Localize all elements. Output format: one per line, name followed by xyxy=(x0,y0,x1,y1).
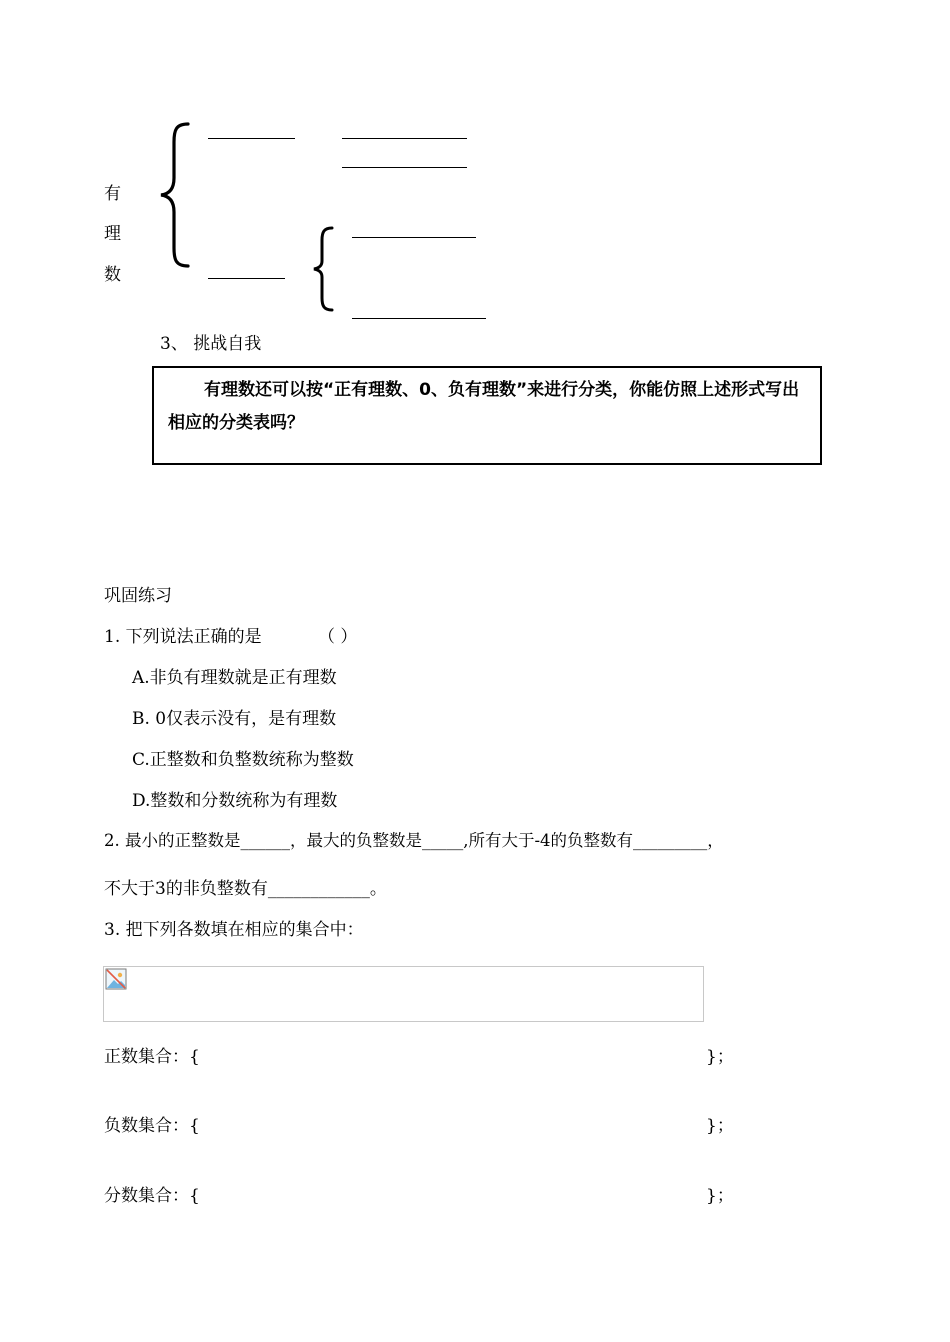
practice-title: 巩固练习 xyxy=(104,586,172,606)
numbers-image-placeholder xyxy=(103,966,704,1022)
blank-line-4[interactable] xyxy=(352,237,476,238)
vertical-label-char-3: 数 xyxy=(104,265,121,285)
challenge-heading: 3、 挑战自我 xyxy=(160,334,262,354)
challenge-box xyxy=(152,366,822,465)
small-brace xyxy=(311,225,335,313)
challenge-box-text: 有理数还可以按“正有理数、0、负有理数”来进行分类，你能仿照上述形式写出相应的分类表吗？ xyxy=(168,380,800,433)
question-3-stem: 3. 把下列各数填在相应的集合中： xyxy=(104,920,364,940)
negative-set-label: 负数集合：{ xyxy=(104,1116,200,1136)
negative-number-set[interactable] xyxy=(104,1111,744,1135)
blank-line-2[interactable] xyxy=(342,138,467,139)
fraction-set-end: }； xyxy=(706,1186,734,1206)
blank-line-1[interactable] xyxy=(208,138,295,139)
question-2-line-1: 2. 最小的正整数是______，最大的负整数是_____,所有大于-4的负整数有_________， xyxy=(104,831,724,850)
question-1-stem: 1. 下列说法正确的是 xyxy=(104,627,262,647)
question-1-option-b[interactable]: B. 0仅表示没有，是有理数 xyxy=(132,709,337,729)
vertical-label-char-2: 理 xyxy=(104,224,121,244)
vertical-label-char-1: 有 xyxy=(104,184,121,204)
positive-set-label: 正数集合：{ xyxy=(104,1047,200,1067)
question-1-option-c[interactable]: C.正整数和负整数统称为整数 xyxy=(132,750,354,770)
broken-image-icon xyxy=(105,968,127,990)
negative-set-end: }； xyxy=(706,1116,734,1136)
question-2-line-2: 不大于3的非负整数有____________。 xyxy=(104,879,387,899)
fraction-set-label: 分数集合：{ xyxy=(104,1186,200,1206)
question-1-option-a[interactable]: A.非负有理数就是正有理数 xyxy=(132,668,337,688)
blank-line-6[interactable] xyxy=(352,318,486,319)
blank-line-3[interactable] xyxy=(342,167,467,168)
positive-number-set[interactable] xyxy=(104,1042,744,1066)
large-brace xyxy=(158,120,192,270)
question-1-option-d[interactable]: D.整数和分数统称为有理数 xyxy=(132,791,338,811)
fraction-number-set[interactable] xyxy=(104,1181,744,1205)
challenge-box-text-wrap xyxy=(168,374,812,440)
positive-set-end: }； xyxy=(706,1047,734,1067)
blank-line-5[interactable] xyxy=(208,278,285,279)
question-1-answer-paren[interactable]: （ ） xyxy=(318,627,358,647)
